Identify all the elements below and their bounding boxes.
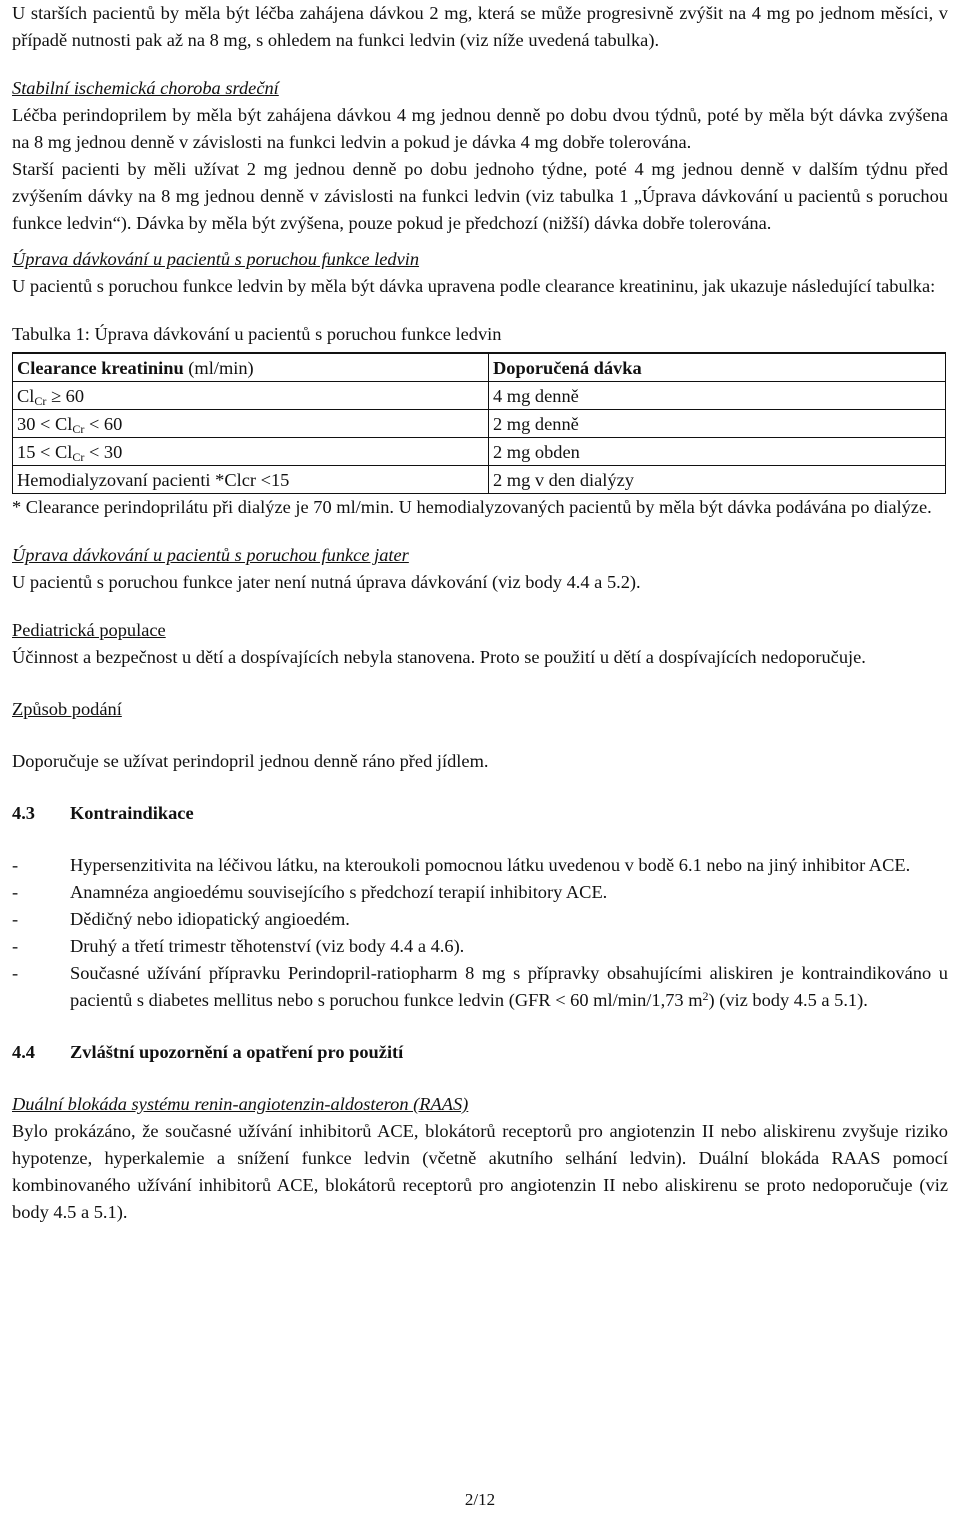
header-recommended-dose: Doporučená dávka xyxy=(489,353,946,382)
table-row xyxy=(13,410,946,438)
intro-paragraph: U starších pacientů by měla být léčba zahájena dávkou 2 mg, která se může progresivně zvýšit na 4 mg po jednom měsíci, v případě nutnosti pak až na 8 mg, s ohledem na funkci ledvin (viz níže uvedená tabulka). xyxy=(12,3,948,50)
ischemic-heading: Stabilní ischemická choroba srdeční xyxy=(12,78,279,98)
ischemic-paragraph-2: Starší pacienti by měli užívat 2 mg jednou denně po dobu jednoho týdne, poté 4 mg jednou denně v dalším týdnu před zvýšením dávky na 8 mg jednou denně v závislosti na funkci ledvin (viz tabulka 1 „Úprava dávkování u pacientů s poruchou funkce ledvin“). Dávka by měla být zvýšena, pouze pokud je předchozí (nižší) dávka dobře tolerována. xyxy=(12,159,948,233)
renal-paragraph: U pacientů s poruchou funkce ledvin by měla být dávka upravena podle clearance kreatininu, jak ukazuje následující tabulka: xyxy=(12,276,936,296)
section-title: Zvláštní upozornění a opatření pro použití xyxy=(70,1042,404,1062)
contraindication-list xyxy=(12,852,948,1014)
clearance-cell: Hemodialyzovaní pacienti *Clcr <15 xyxy=(13,466,489,494)
dose-cell: 2 mg denně xyxy=(489,410,946,438)
section-title: Kontraindikace xyxy=(70,803,194,823)
section-4-3-heading xyxy=(12,800,948,827)
list-item: - Dědičný nebo idiopatický angioedém. xyxy=(12,909,350,929)
dose-cell: 2 mg v den dialýzy xyxy=(489,466,946,494)
list-item: - Druhý a třetí trimestr těhotenství (viz body 4.4 a 4.6). xyxy=(12,936,465,956)
pediatric-heading: Pediatrická populace xyxy=(12,620,166,640)
table-row xyxy=(13,382,946,410)
dose-table xyxy=(12,352,946,494)
header-creatinine-clearance: Clearance kreatininu (ml/min) xyxy=(13,353,489,382)
list-item: - Anamnéza angioedému souvisejícího s předchozí terapií inhibitory ACE. xyxy=(12,882,608,902)
raas-heading: Duální blokáda systému renin-angiotenzin-aldosteron (RAAS) xyxy=(12,1094,469,1114)
administration-paragraph: Doporučuje se užívat perindopril jednou denně ráno před jídlem. xyxy=(12,751,489,771)
administration-heading: Způsob podání xyxy=(12,699,122,719)
clearance-cell: $30 < Cl_{Cr} < 60$ xyxy=(13,410,489,438)
renal-heading: Úprava dávkování u pacientů s poruchou funkce ledvin xyxy=(12,249,420,269)
page-number: 2/12 xyxy=(464,1490,496,1509)
section-number: 4.4 xyxy=(12,1042,35,1062)
table-row xyxy=(13,438,946,466)
table-row xyxy=(13,466,946,494)
table-header-row xyxy=(13,353,946,382)
dialysis-note: * Clearance perindoprilátu při dialýze je 70 ml/min. U hemodialyzovaných pacientů by měla být dávka podávána po dialýze. xyxy=(12,497,932,517)
hepatic-paragraph: U pacientů s poruchou funkce jater není nutná úprava dávkování (viz body 4.4 a 5.2). xyxy=(12,572,641,592)
dose-cell: 2 mg obden xyxy=(489,438,946,466)
section-4-4-heading xyxy=(12,1039,948,1066)
clearance-cell: $Cl_{Cr} \ge 60$ xyxy=(13,382,489,410)
clearance-cell: $15 < Cl_{Cr} < 30$ xyxy=(13,438,489,466)
section-number: 4.3 xyxy=(12,803,35,823)
list-item: - Hypersenzitivita na léčivou látku, na kteroukoli pomocnou látku uvedenou v bodě 6.1 nebo na jiný inhibitor ACE. xyxy=(12,855,911,875)
raas-paragraph: Bylo prokázáno, že současné užívání inhibitorů ACE, blokátorů receptorů pro angiotenzin II nebo aliskirenu zvyšuje riziko hypotenze, hyperkalemie a snížení funkce ledvin (včetně akutního selhání ledvin). Duální blokáda RAAS pomocí kombinovaného užívání inhibitorů ACE, blokátorů receptorů pro angiotenzin II nebo aliskirenu se proto nedoporučuje (viz body 4.5 a 5.1). xyxy=(12,1121,948,1222)
ischemic-paragraph-1: Léčba perindoprilem by měla být zahájena dávkou 4 mg jednou denně po dobu dvou týdnů, poté by měla být dávka zvýšena na 8 mg jednou denně v závislosti na funkci ledvin a pokud je dávka 4 mg dobře tolerována. xyxy=(12,105,948,152)
list-item: - Současné užívání přípravku Perindopril-ratiopharm 8 mg s přípravky obsahujícími aliskiren je kontraindikováno u pacientů s diabetes mellitus nebo s poruchou funkce ledvin (GFR < 60 ml/min/1,73 $m^2$) (viz body 4.5 a 5.1). xyxy=(12,963,948,1010)
dose-cell: 4 mg denně xyxy=(489,382,946,410)
hepatic-heading: Úprava dávkování u pacientů s poruchou funkce jater xyxy=(12,545,409,565)
table-caption: Tabulka 1: Úprava dávkování u pacientů s poruchou funkce ledvin xyxy=(12,324,502,344)
pediatric-paragraph: Účinnost a bezpečnost u dětí a dospívajících nebyla stanovena. Proto se použití u dětí a dospívajících nedoporučuje. xyxy=(12,647,866,667)
